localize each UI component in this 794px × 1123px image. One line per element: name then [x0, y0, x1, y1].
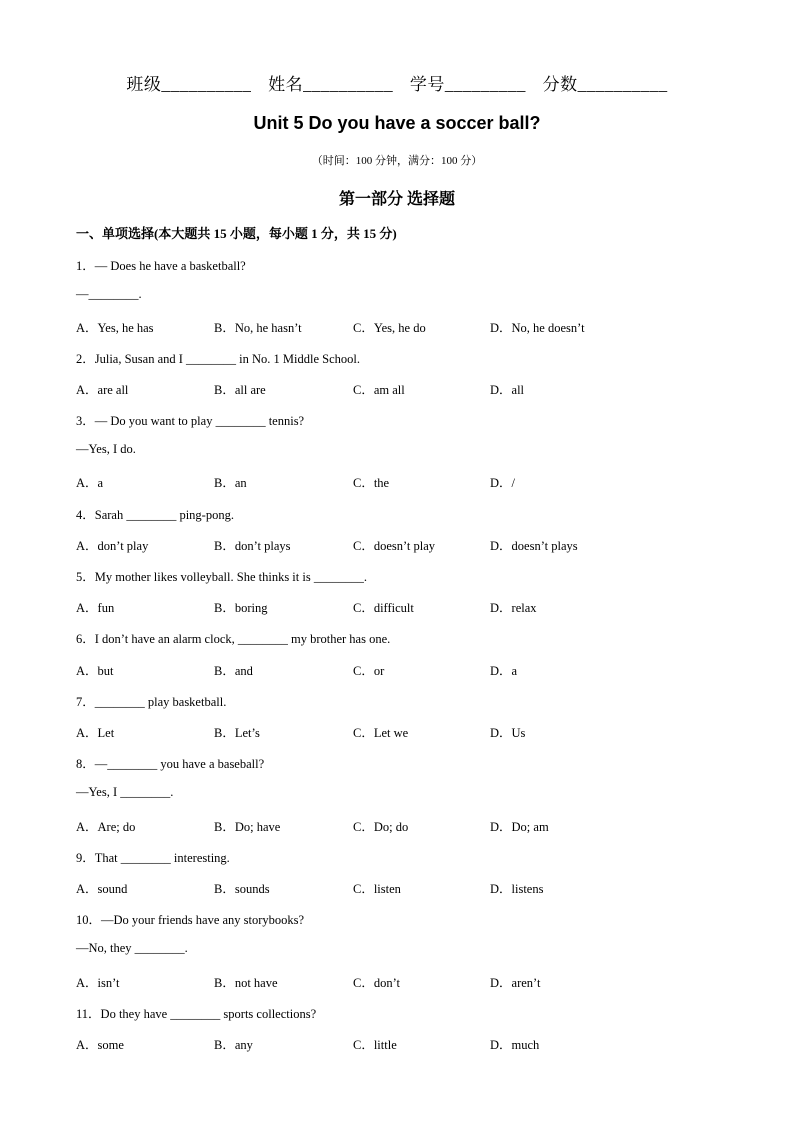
question-5-options	[76, 598, 716, 616]
question-4-options	[76, 536, 716, 554]
question-3-options	[76, 473, 716, 491]
question-1-response: —________.	[76, 287, 142, 301]
question-7-options	[76, 723, 716, 741]
option-d: D．Do; am	[490, 820, 549, 834]
option-d: D．listens	[490, 882, 544, 896]
option-b: B．sounds	[214, 882, 270, 896]
question-10-response: —No, they ________.	[76, 941, 188, 955]
option-d: D．/	[490, 476, 516, 490]
question-6-stem: 6．I don’t have an alarm clock, ________ my brother has one.	[76, 632, 391, 646]
option-b: B．No, he hasn’t	[214, 321, 302, 335]
option-a: A．are all	[76, 383, 129, 397]
option-b: B．Do; have	[214, 820, 281, 834]
exam-time-note: （时间：100 分钟，满分：100 分）	[311, 155, 483, 167]
question-9-options	[76, 879, 716, 897]
option-d: D．No, he doesn’t	[490, 321, 585, 335]
section-title: 一、单项选择(本大题共 15 小题，每小题 1 分，共 15 分)	[76, 226, 397, 241]
option-c: C．listen	[353, 882, 401, 896]
option-a: A．a	[76, 476, 104, 490]
option-c: C．little	[353, 1038, 397, 1052]
class-field: 班级__________	[126, 75, 252, 94]
option-d: D．Us	[490, 726, 526, 740]
question-5-stem: 5．My mother likes volleyball. She thinks it is ________.	[76, 570, 367, 584]
option-c: C．am all	[353, 383, 405, 397]
option-a: A．Let	[76, 726, 115, 740]
question-2-stem: 2．Julia, Susan and I ________ in No. 1 Middle School.	[76, 352, 361, 366]
name-field: 姓名__________	[268, 75, 394, 94]
option-d: D．much	[490, 1038, 540, 1052]
question-6-options	[76, 661, 716, 679]
option-d: D．a	[490, 664, 518, 678]
option-a: A．but	[76, 664, 114, 678]
option-b: B．all are	[214, 383, 266, 397]
question-10-stem: 10．—Do your friends have any storybooks?	[76, 913, 305, 927]
question-8-stem: 8．—________ you have a baseball?	[76, 757, 265, 771]
question-11-stem: 11．Do they have ________ sports collections?	[76, 1007, 317, 1021]
option-a: A．Yes, he has	[76, 321, 154, 335]
option-a: A．sound	[76, 882, 128, 896]
question-3-response: —Yes, I do.	[76, 442, 136, 456]
option-b: B．don’t plays	[214, 539, 291, 553]
option-a: A．some	[76, 1038, 124, 1052]
part-title: 第一部分 选择题	[338, 191, 455, 208]
option-c: C．difficult	[353, 601, 414, 615]
option-c: C．Let we	[353, 726, 409, 740]
option-c: C．Do; do	[353, 820, 409, 834]
option-a: A．Are; do	[76, 820, 136, 834]
unit-title: Unit 5 Do you have a soccer ball?	[253, 113, 541, 133]
student-id-field: 学号_________	[409, 75, 526, 94]
option-c: C．don’t	[353, 976, 400, 990]
question-9-stem: 9．That ________ interesting.	[76, 851, 230, 865]
score-field: 分数__________	[542, 75, 668, 94]
option-c: C．doesn’t play	[353, 539, 436, 553]
option-b: B．an	[214, 476, 247, 490]
option-a: A．fun	[76, 601, 115, 615]
option-b: B．any	[214, 1038, 253, 1052]
option-d: D．aren’t	[490, 976, 541, 990]
option-b: B．Let’s	[214, 726, 260, 740]
question-10-options	[76, 973, 716, 991]
option-c: C．or	[353, 664, 385, 678]
question-4-stem: 4．Sarah ________ ping-pong.	[76, 508, 234, 522]
option-d: D．relax	[490, 601, 537, 615]
student-info-line	[0, 70, 794, 95]
question-11-options	[76, 1035, 716, 1053]
question-1-stem: 1．— Does he have a basketball?	[76, 259, 246, 273]
option-b: B．boring	[214, 601, 268, 615]
question-8-response: —Yes, I ________.	[76, 785, 174, 799]
question-3-stem: 3．— Do you want to play ________ tennis?	[76, 414, 305, 428]
option-a: A．isn’t	[76, 976, 120, 990]
option-c: C．the	[353, 476, 390, 490]
option-a: A．don’t play	[76, 539, 149, 553]
option-d: D．all	[490, 383, 525, 397]
option-b: B．not have	[214, 976, 278, 990]
question-2-options	[76, 380, 716, 398]
option-b: B．and	[214, 664, 253, 678]
question-8-options	[76, 817, 716, 835]
question-1-options	[76, 318, 716, 336]
question-7-stem: 7．________ play basketball.	[76, 695, 227, 709]
option-d: D．doesn’t plays	[490, 539, 578, 553]
option-c: C．Yes, he do	[353, 321, 426, 335]
